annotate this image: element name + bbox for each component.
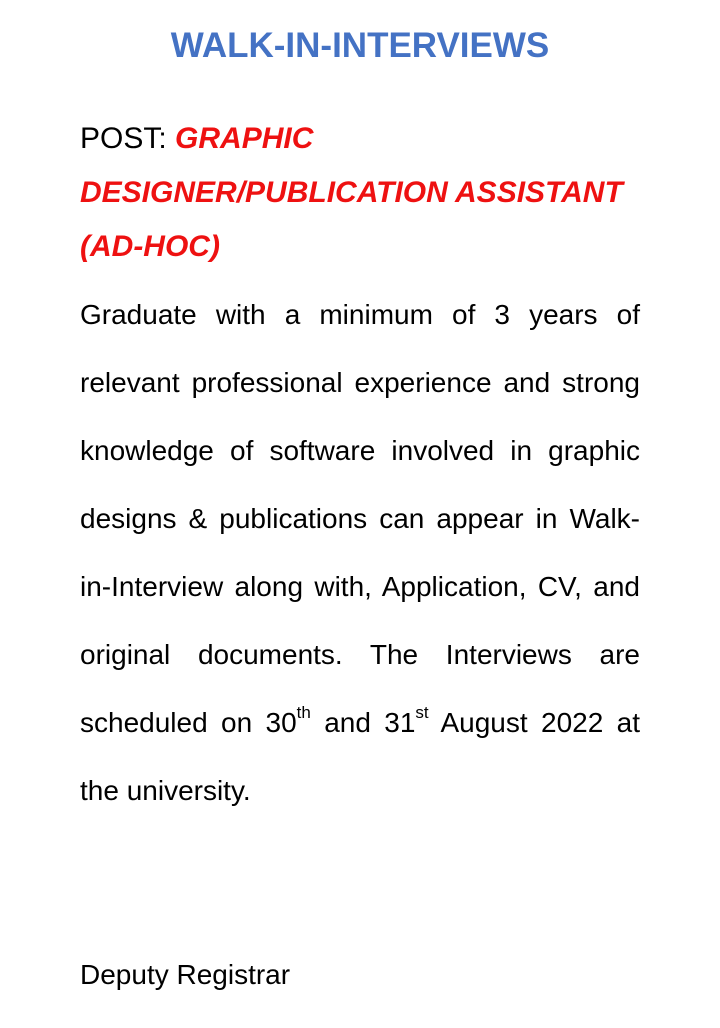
- ordinal-suffix-th: th: [296, 703, 311, 722]
- notice-body: [80, 281, 640, 825]
- post-heading: [80, 112, 640, 274]
- post-label: POST:: [80, 122, 176, 155]
- ordinal-suffix-st: st: [415, 703, 429, 722]
- post-name: GRAPHIC DESIGNER/PUBLICATION ASSISTANT (AD-HOC): [80, 122, 623, 263]
- body-text-part-3: August 2022 at the university.: [80, 707, 640, 806]
- signature-designation: Deputy Registrar: [80, 959, 291, 990]
- notice-title: WALK-IN-INTERVIEWS: [170, 26, 550, 65]
- body-text-part-2: and 31: [310, 707, 416, 738]
- body-text-part-1: Graduate with a minimum of 3 years of relevant professional experience and strong knowledge of software involved in graphic designs & publications can appear in Walk-in-Interview along with, Application, CV, and original documents. The Interviews are scheduled on 30: [80, 299, 640, 738]
